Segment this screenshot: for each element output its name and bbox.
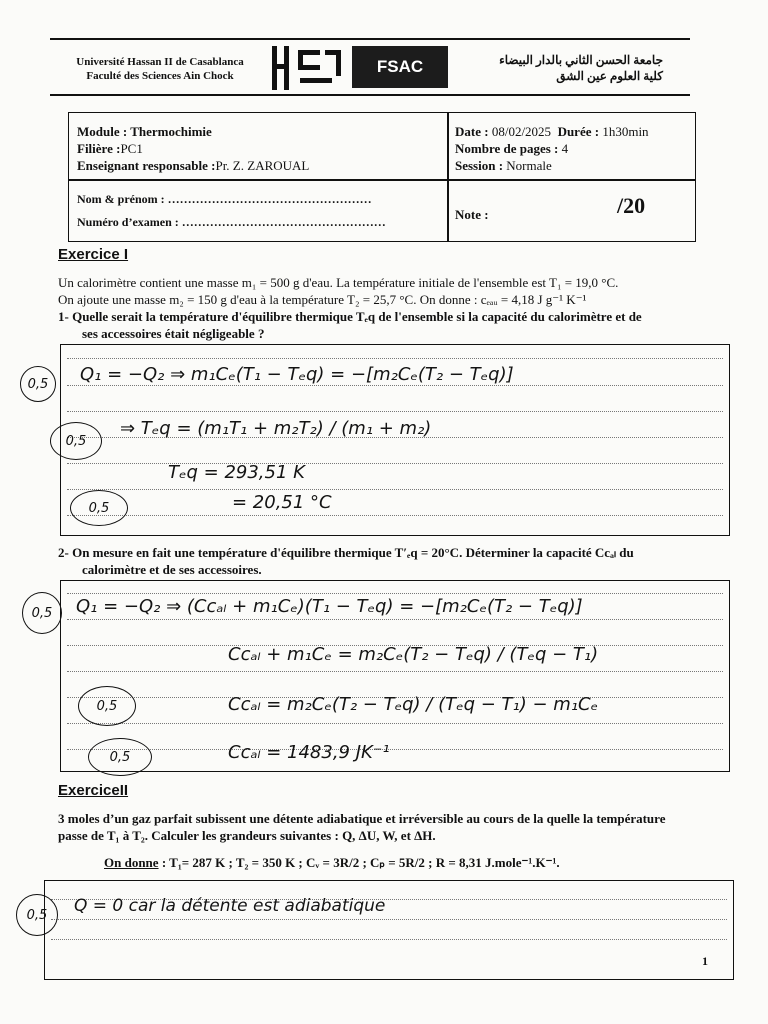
exam-info-table (68, 112, 696, 242)
note-value: /20 (617, 193, 646, 218)
page-number: 1 (702, 954, 708, 968)
exam-meta: Date : 08/02/2025 Durée : 1h30min Nombre de pages : 4 Session : Normale (455, 124, 649, 173)
exercise-1-title: Exercice I (58, 246, 129, 263)
university-name-fr (60, 55, 260, 83)
exercise-1-intro: Un calorimètre contient une masse m₁ = 500 g d'eau. La température initiale de l'ensemble est T₁ = 19,0 °C. On ajoute une masse m₂ = 150 g d'eau à la température T₂ = 25,7 °C. On donne : cₑₐᵤ = 4,18 J g⁻¹ K⁻¹ 1- Quelle serait la température d'équilibre thermique Tₑq de l'ensemble si la capacité du calorimètre et de ses accessoires était négligeable ? (58, 274, 708, 342)
grade-mark: 0,5 (50, 422, 102, 460)
given-values: On donne : T₁= 287 K ; T₂ = 350 K ; Cᵥ = 3R/2 ; Cₚ = 5R/2 ; R = 8,31 J.mole⁻¹.K⁻¹. (104, 855, 560, 870)
handwritten-answer: Q₁ = −Q₂ ⇒ (Ccₐₗ + m₁Cₑ)(T₁ − Tₑq) = −[m₂Cₑ(T₂ − Tₑq)] (76, 596, 583, 617)
university-line: Université Hassan II de Casablanca (76, 56, 244, 68)
module-info: Module : Thermochimie Filière :PC1 Enseignant responsable :Pr. Z. ZAROUAL (77, 124, 310, 173)
faculty-line: Faculté des Sciences Ain Chock (86, 70, 234, 82)
question-1: 1- Quelle serait la température d'équilibre thermique Tₑq de l'ensemble si la capacité du calorimètre et de (58, 309, 642, 324)
header-top-rule (50, 38, 690, 40)
university-logo-icon (270, 44, 346, 92)
handwritten-answer: Ccₐₗ = m₂Cₑ(T₂ − Tₑq) / (Tₑq − T₁) − m₁Cₑ (228, 694, 599, 715)
faculty-line-ar: كلية العلوم عين الشق (556, 69, 663, 83)
grade-mark: 0,5 (22, 592, 62, 634)
header-bottom-rule (50, 94, 690, 96)
exercise-2-title: ExerciceII (58, 782, 129, 799)
handwritten-answer: Q₁ = −Q₂ ⇒ m₁Cₑ(T₁ − Tₑq) = −[m₂Cₑ(T₂ − Tₑq)] (80, 364, 514, 385)
name-field[interactable]: Nom & prénom : …………………………………………… (77, 192, 372, 206)
exercise-2-intro: 3 moles d’un gaz parfait subissent une détente adiabatique et irréversible au cours de la quelle la température passe de T₁ à T₂. Calculer les grandeurs suivantes : Q, ΔU, W, et ΔH. (58, 811, 666, 843)
handwritten-answer: Tₑq = 293,51 K (168, 462, 305, 483)
university-name-ar (499, 52, 663, 84)
handwritten-answer: ⇒ Tₑq = (m₁T₁ + m₂T₂) / (m₁ + m₂) (120, 418, 432, 439)
handwritten-answer: = 20,51 °C (232, 492, 332, 513)
logo-text: FSAC (376, 57, 424, 76)
grade-mark: 0,5 (16, 894, 58, 936)
note-label: Note : (455, 207, 489, 222)
handwritten-answer: Ccₐₗ = 1483,9 JK⁻¹ (228, 742, 390, 763)
exam-number-field[interactable]: Numéro d’examen : …………………………………………… (77, 215, 386, 229)
student-fields (77, 191, 386, 231)
grade-mark: 0,5 (20, 366, 56, 402)
grade-mark: 0,5 (78, 686, 136, 726)
fsac-logo (352, 46, 448, 88)
grade-mark: 0,5 (70, 490, 128, 526)
university-line-ar: جامعة الحسن الثاني بالدار البيضاء (499, 53, 663, 67)
grade-mark: 0,5 (88, 738, 152, 776)
handwritten-answer: Q = 0 car la détente est adiabatique (74, 896, 386, 916)
answer-box-3[interactable] (44, 880, 734, 980)
handwritten-answer: Ccₐₗ + m₁Cₑ = m₂Cₑ(T₂ − Tₑq) / (Tₑq − T₁) (228, 644, 599, 665)
question-2: 2- On mesure en fait une température d'équilibre thermique T′ₑq = 20°C. Déterminer la capacité Ccₐₗ du calorimètre et de ses accessoires. (58, 545, 634, 577)
